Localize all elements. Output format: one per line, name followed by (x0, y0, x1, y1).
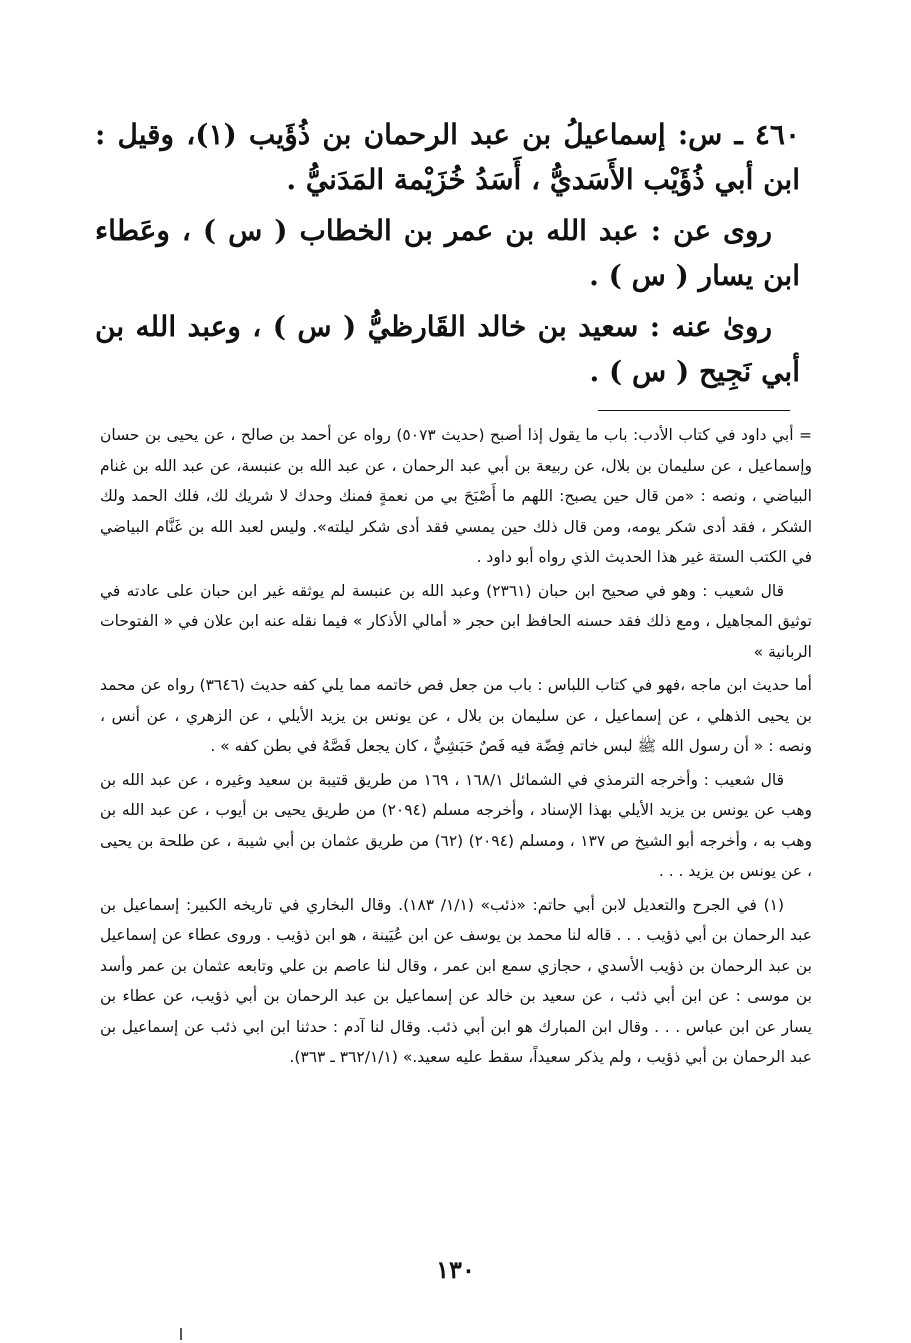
scan-mark (180, 1328, 182, 1340)
footnote-divider (598, 410, 790, 411)
narrated-from-label: روى عن : (650, 214, 773, 247)
entry-body (95, 112, 800, 394)
narrated-by-text: سعيد بن خالد القَارظيُّ ( س ) ، وعبد الله بن أبي نَجِيح ( س ) . (95, 310, 800, 388)
footnote-1: (١) في الجرح والتعديل لابن أبي حاتم: «ذئب» (١/١/ ١٨٣). وقال البخاري في تاريخه الكبير: إسماعيل بن عبد الرحمان بن أبي ذؤيب . . . قاله لنا محمد بن يوسف عن ابن عُيَينة ، هو ابن ذؤيب . وروى عطاء عن إسماعيل بن عبد الرحمان بن ذؤيب الأسدي ، حجازي سمع ابن عمر ، وقال لنا عاصم بن علي وتابعه عثمان بن عمر وأسد بن موسى : عن ابن أبي ذئب ، عن سعيد بن خالد عن إسماعيل بن عبد الرحمان بن أبي ذؤيب، عن عطاء بن يسار عن ابن عباس . . . وقال ابن المبارك هو ابن أبي ذئب. وقال لنا آدم : حدثنا ابن ابي ذئب عن إسماعيل بن عبد الرحمان بن أبي ذؤيب ، ولم يذكر سعيداً، سقط عليه سعيد.» (٣٦٢/١/١ ـ ٣٦٣). (100, 895, 812, 1066)
entry-heading: ٤٦٠ ـ س: إسماعيلُ بن عبد الرحمان بن ذُؤَيب (١)، وقيل : ابن أبي ذُؤَيْب الأَسَديُّ ، أَسَدُ خُزَيْمة المَدَنيُّ . (95, 118, 800, 196)
footnote-ibn-majah: أما حديث ابن ماجه ،فهو في كتاب اللباس : باب من جعل فص خاتمه مما يلي كفه حديث (٣٦٤٦) رواه عن محمد بن يحيى الذهلي ، عن إسماعيل ، عن سليمان بن بلال ، عن يونس بن يزيد الأيلي ، عن الزهري ، عن أنس ، ونصه : « أن رسول الله ﷺ لبس خاتم فِضّة فيه فَصٌ حَبَشِيٌّ ، كان يجعل فَصَّهُ في بطن كفه » . (100, 676, 812, 755)
footnote-shuaib-comment-1: قال شعيب : وهو في صحيح ابن حبان (٢٣٦١) وعبد الله بن عنبسة لم يوثقه غير ابن حبان على عادته في توثيق المجاهيل ، ومع ذلك فقد حسنه الحافظ ابن حجر « أمالي الأذكار » فيما نقله عنه ابن علان في « الفتوحات الربانية » (100, 581, 812, 661)
footnote-shuaib-comment-2: قال شعيب : وأخرجه الترمذي في الشمائل ١٦٨/١ ، ١٦٩ من طريق قتيبة بن سعيد وغيره ، عن عبد الله بن وهب عن يونس بن يزيد الأيلي بهذا الإسناد ، وأخرجه مسلم (٢٠٩٤) من طريق يحيى بن أيوب ، عن عبد الله بن وهب به ، وأخرجه أبو الشيخ ص ١٣٧ ، ومسلم (٢٠٩٤) (٦٢) من طريق عثمان بن أبي شيبة ، عن طلحة بن يحيى ، عن يونس بن يزيد . . . (100, 770, 812, 880)
narrated-by (95, 304, 800, 394)
footnotes (100, 420, 812, 1076)
page-number: ١٣٠ (436, 1255, 475, 1284)
footnote-continuation: = أبي داود في كتاب الأدب: باب ما يقول إذا أصبح (حديث ٥٠٧٣) رواه عن أحمد بن صالح ، عن يحيى بن حسان وإسماعيل ، عن سليمان بن بلال، عن ربيعة بن أبي عبد الرحمان ، عن عبد الله بن عنبسة، عن عبد الله بن غنام البياضي ، ونصه : «من قال حين يصبح: اللهم ما أَصْبَحَ بي من نعمةٍ فمنك وحدك لا شريك لك، فلك الحمد ولك الشكر ، فقد أدى شكر يومه، ومن قال ذلك حين يمسي فقد أدى شكر ليلته». وليس لعبد الله بن غَنَّام البياضي في الكتب الستة غير هذا الحديث الذي رواه أبو داود . (100, 426, 812, 566)
narrated-from-text: عبد الله بن عمر بن الخطاب ( س ) ، وعَطاء ابن يسار ( س ) . (95, 214, 800, 292)
narrated-by-label: روىٰ عنه : (649, 310, 772, 343)
narrated-from (95, 208, 800, 298)
